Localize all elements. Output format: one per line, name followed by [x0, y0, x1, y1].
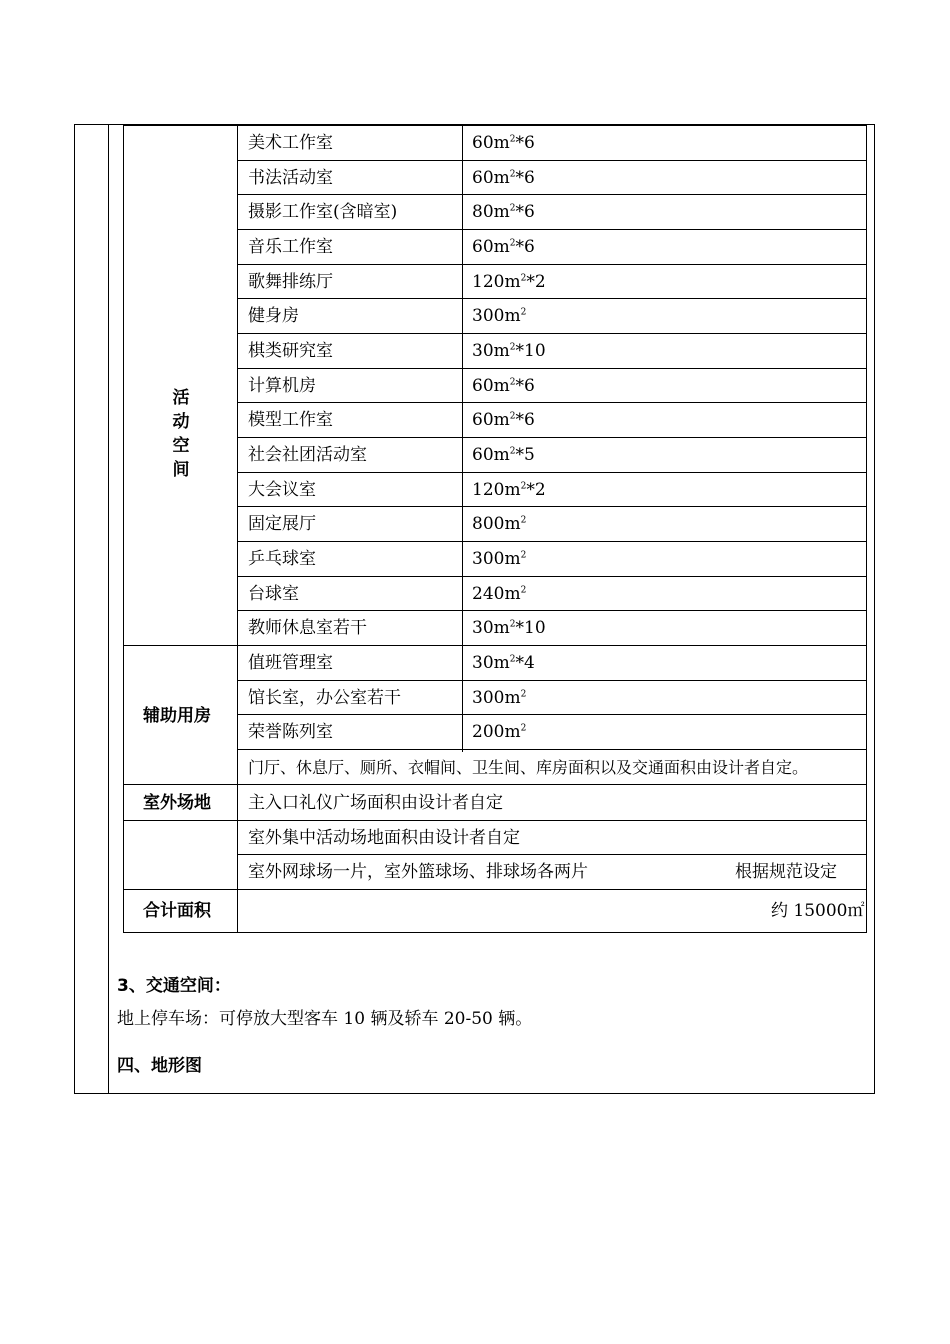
activity-room-name: 棋类研究室	[248, 341, 333, 361]
table-row-line	[237, 264, 866, 265]
total-value: 约 15000㎡	[771, 901, 865, 921]
activity-room-name: 教师休息室若干	[248, 618, 367, 638]
table-row-line	[237, 610, 866, 611]
activity-room-name: 书法活动室	[248, 168, 333, 188]
activity-room-area: $300m^2$	[472, 549, 527, 569]
auxiliary-room-name: 值班管理室	[248, 653, 333, 673]
auxiliary-room-area: $300m^2$	[472, 688, 527, 708]
activity-room-name: 乒乓球室	[248, 549, 316, 569]
section-3-text: 地上停车场：可停放大型客车 10 辆及轿车 20-50 辆。	[117, 1009, 533, 1029]
activity-room-area: $120m^2*2$	[472, 480, 546, 500]
table-row-line	[237, 749, 866, 750]
auxiliary-label: 辅助用房	[143, 706, 211, 726]
table-row-line	[237, 298, 866, 299]
activity-room-name: 大会议室	[248, 480, 316, 500]
frame-inner-left-line	[108, 124, 109, 1094]
auxiliary-room-area: $30m^2*4$	[472, 653, 535, 673]
outdoor-label: 室外场地	[143, 793, 211, 813]
activity-room-name: 健身房	[248, 306, 299, 326]
table-category-divider	[237, 125, 238, 933]
table-row-line	[237, 472, 866, 473]
outdoor-line-2: 室外集中活动场地面积由设计者自定	[248, 828, 520, 848]
table-row-line	[237, 333, 866, 334]
document-frame	[74, 124, 875, 1094]
activity-room-area: $60m^2*6$	[472, 410, 535, 430]
activity-space-label: 活 动 空 间	[172, 388, 190, 480]
activity-room-name: 模型工作室	[248, 410, 333, 430]
table-row-line	[123, 820, 866, 821]
table-row-line	[123, 784, 866, 785]
table-row-line	[123, 889, 866, 890]
table-row-line	[237, 160, 866, 161]
table-row-line	[237, 541, 866, 542]
activity-room-name: 音乐工作室	[248, 237, 333, 257]
activity-room-area: $240m^2$	[472, 584, 527, 604]
activity-room-area: $60m^2*5$	[472, 445, 535, 465]
activity-room-name: 社会社团活动室	[248, 445, 367, 465]
table-row-line	[237, 506, 866, 507]
table-area-divider	[462, 125, 463, 752]
outdoor-line-3: 室外网球场一片，室外篮球场、排球场各两片	[248, 862, 588, 882]
activity-room-area: $60m^2*6$	[472, 376, 535, 396]
total-label: 合计面积	[143, 901, 211, 921]
activity-room-area: $120m^2*2$	[472, 272, 546, 292]
section-3-title: 3、交通空间：	[117, 976, 231, 996]
table-bottom-line	[123, 932, 866, 933]
table-row-line	[237, 368, 866, 369]
table-row-line	[237, 402, 866, 403]
table-row-line	[237, 854, 866, 855]
section-4-title: 四、地形图	[117, 1056, 202, 1076]
auxiliary-room-name: 馆长室，办公室若干	[248, 688, 401, 708]
table-right-line	[866, 125, 867, 933]
activity-room-name: 摄影工作室(含暗室)	[248, 202, 398, 222]
activity-room-area: $30m^2*10$	[472, 341, 546, 361]
auxiliary-room-name: 荣誉陈列室	[248, 722, 333, 742]
activity-room-area: $60m^2*6$	[472, 237, 535, 257]
activity-room-name: 计算机房	[248, 376, 316, 396]
activity-room-area: $60m^2*6$	[472, 168, 535, 188]
activity-room-name: 台球室	[248, 584, 299, 604]
activity-room-area: $300m^2$	[472, 306, 527, 326]
auxiliary-note: 门厅、休息厅、厕所、衣帽间、卫生间、库房面积以及交通面积由设计者自定。	[248, 758, 809, 777]
outdoor-line-1: 主入口礼仪广场面积由设计者自定	[248, 793, 503, 813]
table-row-line	[237, 680, 866, 681]
activity-room-area: $80m^2*6$	[472, 202, 535, 222]
table-row-line	[237, 576, 866, 577]
activity-room-area: $60m^2*6$	[472, 133, 535, 153]
table-row-line	[237, 194, 866, 195]
table-left-line-activity	[123, 125, 124, 645]
table-row-line	[123, 645, 866, 646]
activity-room-area: $30m^2*10$	[472, 618, 546, 638]
activity-room-name: 歌舞排练厅	[248, 272, 333, 292]
table-row-line	[123, 125, 866, 126]
table-row-line	[237, 229, 866, 230]
activity-room-name: 美术工作室	[248, 133, 333, 153]
table-row-line	[237, 714, 866, 715]
outdoor-line-3-right: 根据规范设定	[735, 862, 837, 882]
activity-room-area: $800m^2$	[472, 514, 527, 534]
table-row-line	[237, 437, 866, 438]
auxiliary-room-area: $200m^2$	[472, 722, 527, 742]
activity-room-name: 固定展厅	[248, 514, 316, 534]
